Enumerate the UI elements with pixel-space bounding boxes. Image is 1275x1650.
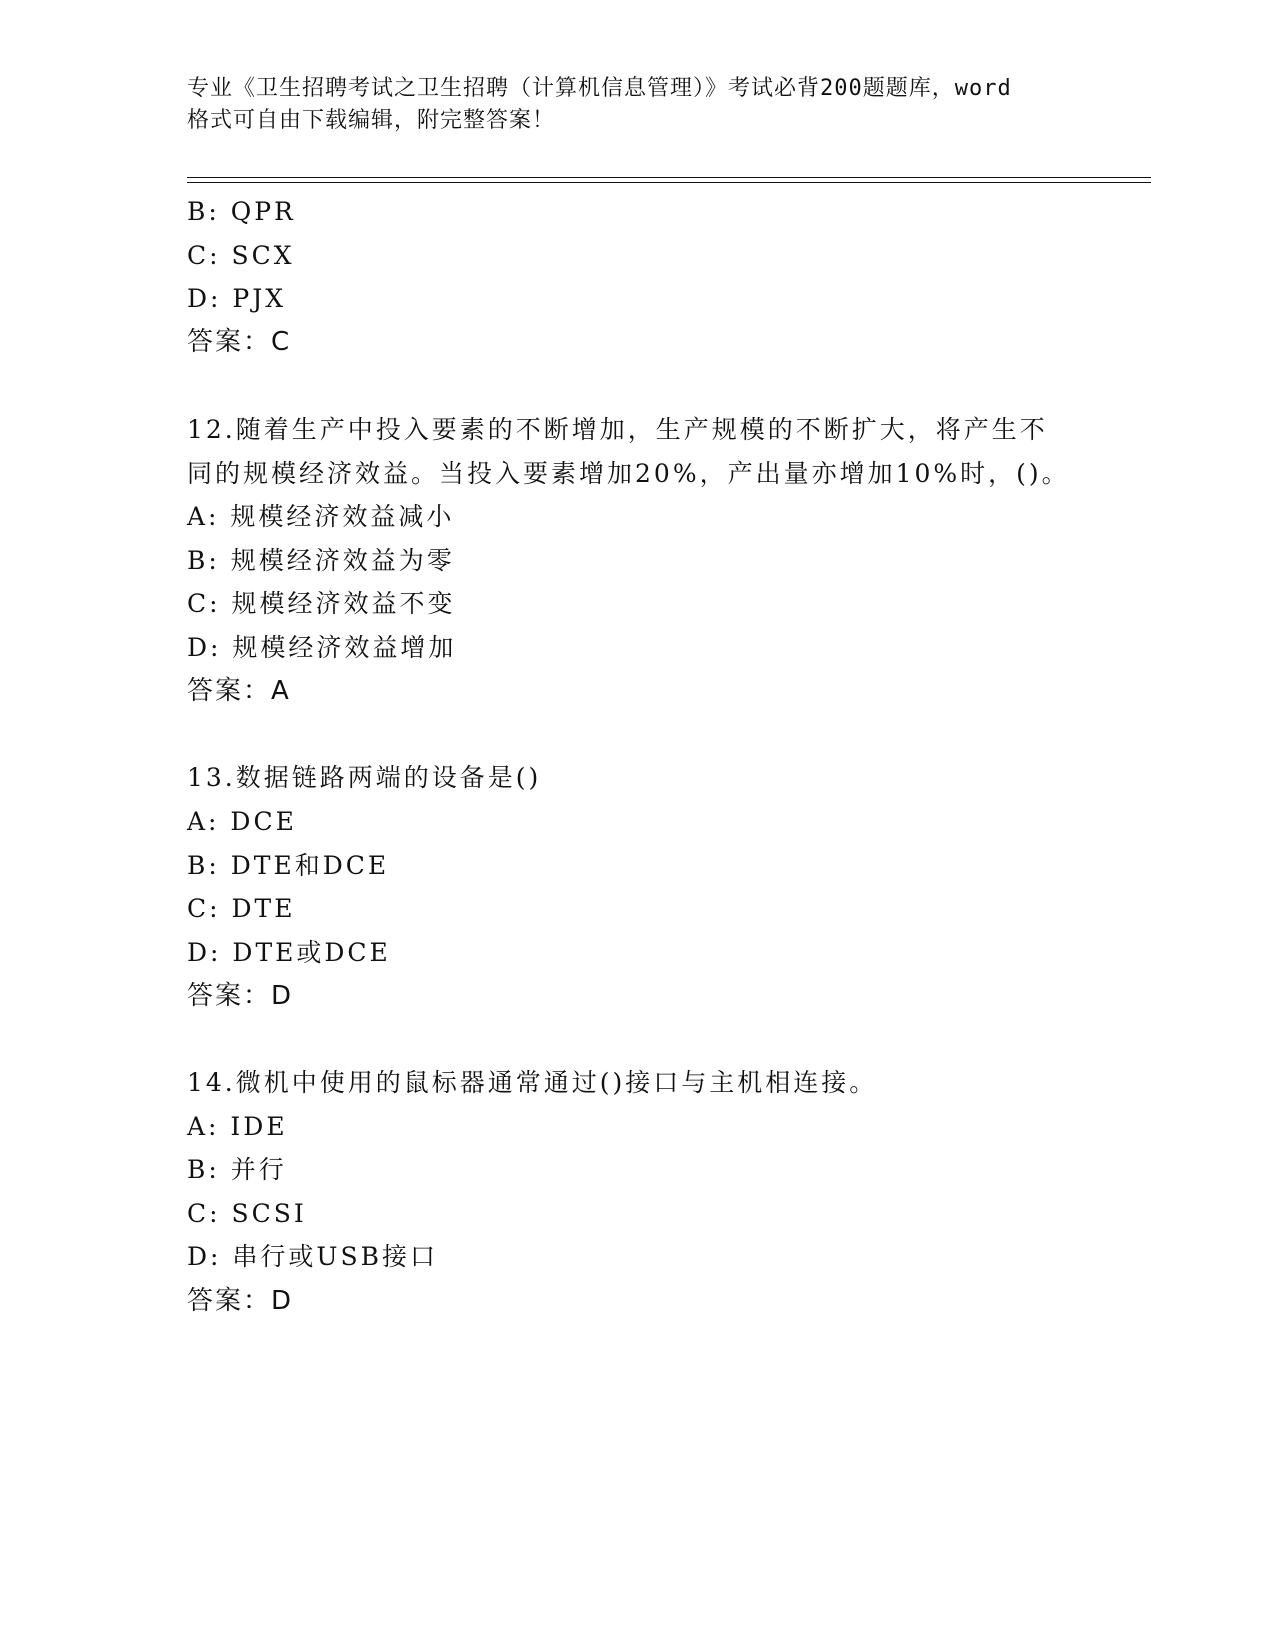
document-header	[187, 73, 1087, 137]
q14-answer: 答案：D	[187, 1286, 294, 1316]
header-divider-top	[187, 177, 1151, 178]
q11-option-d: D: PJX	[187, 284, 287, 313]
q12-answer: 答案：A	[187, 676, 291, 706]
q11-option-b: B: QPR	[187, 197, 296, 226]
q13-stem: 13.数据链路两端的设备是()	[187, 763, 542, 792]
q13-answer: 答案：D	[187, 981, 294, 1011]
q13-option-c: C: DTE	[187, 894, 296, 923]
q14-option-b: B: 并行	[187, 1155, 287, 1184]
header-divider-bottom	[187, 182, 1151, 183]
q14-option-d: D: 串行或USB接口	[187, 1242, 438, 1271]
q13-option-d: D: DTE或DCE	[187, 938, 391, 967]
q12-option-c: C: 规模经济效益不变	[187, 589, 456, 618]
q12-option-d: D: 规模经济效益增加	[187, 633, 457, 662]
q11-answer: 答案：C	[187, 327, 292, 357]
q11-option-c: C: SCX	[187, 241, 295, 270]
q14-option-c: C: SCSI	[187, 1199, 307, 1228]
q12-option-a: A: 规模经济效益减小	[187, 502, 455, 531]
q12-stem-line-1: 12.随着生产中投入要素的不断增加，生产规模的不断扩大，将产生不	[187, 415, 1048, 444]
q13-option-b: B: DTE和DCE	[187, 851, 390, 880]
header-line-2: 格式可自由下载编辑，附完整答案！	[187, 108, 556, 133]
q14-stem: 14.微机中使用的鼠标器通常通过()接口与主机相连接。	[187, 1068, 878, 1097]
q12-stem-line-2: 同的规模经济效益。当投入要素增加20%，产出量亦增加10%时，()。	[187, 459, 1070, 488]
q12-option-b: B: 规模经济效益为零	[187, 546, 455, 575]
q13-option-a: A: DCE	[187, 807, 297, 836]
header-line-1: 专业《卫生招聘考试之卫生招聘（计算机信息管理）》考试必背200题题库，word	[187, 76, 1012, 101]
q14-option-a: A: IDE	[187, 1112, 288, 1141]
